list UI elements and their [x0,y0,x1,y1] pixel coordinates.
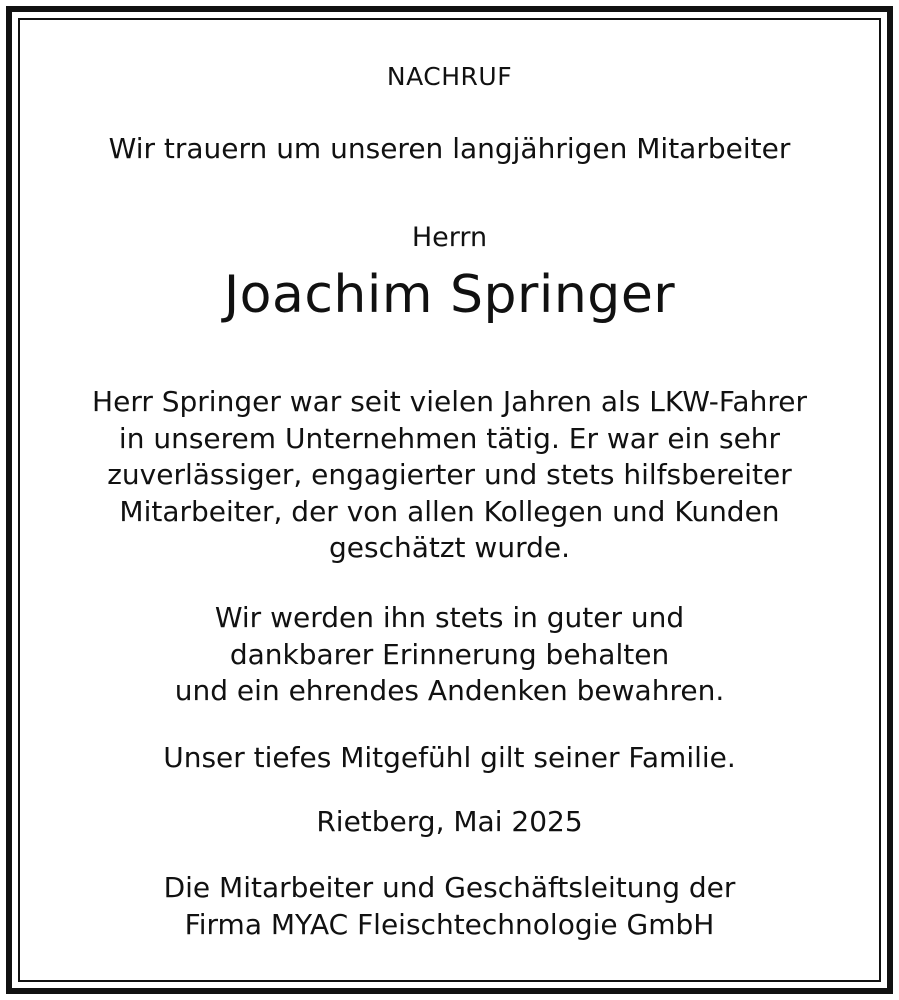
signature-line: Firma MYAC Fleischtechnologie GmbH [184,907,715,941]
remembrance-line: dankbarer Erinnerung behalten [229,637,670,671]
sympathy-text: Unser tiefes Mitgefühl gilt seiner Familie. [163,741,736,774]
tribute-line: zuverlässiger, engagierter und stets hilfsbereiter [107,458,792,491]
remembrance-line: Wir werden ihn stets in guter und [214,601,685,634]
deceased-name: Joachim Springer [223,265,676,325]
remembrance-paragraph [20,600,879,710]
place-date: Rietberg, Mai 2025 [316,805,583,838]
tribute-line: in unserem Unternehmen tätig. Er war ein sehr [118,421,781,455]
tribute-line: Herr Springer war seit vielen Jahren als LKW-Fahrer [92,385,807,418]
signature [20,870,879,943]
tribute-line: geschätzt wurde. [328,531,570,564]
intro-text: Wir trauern um unseren langjährigen Mitarbeiter [108,132,791,165]
remembrance-line: und ein ehrendes Andenken bewahren. [174,674,725,707]
obituary-notice [20,20,879,980]
notice-heading: NACHRUF [386,62,513,91]
tribute-line: Mitarbeiter, der von allen Kollegen und Kunden [119,494,780,528]
tribute-paragraph [20,384,879,567]
signature-line: Die Mitarbeiter und Geschäftsleitung der [163,871,736,904]
salutation: Herrn [411,222,488,253]
